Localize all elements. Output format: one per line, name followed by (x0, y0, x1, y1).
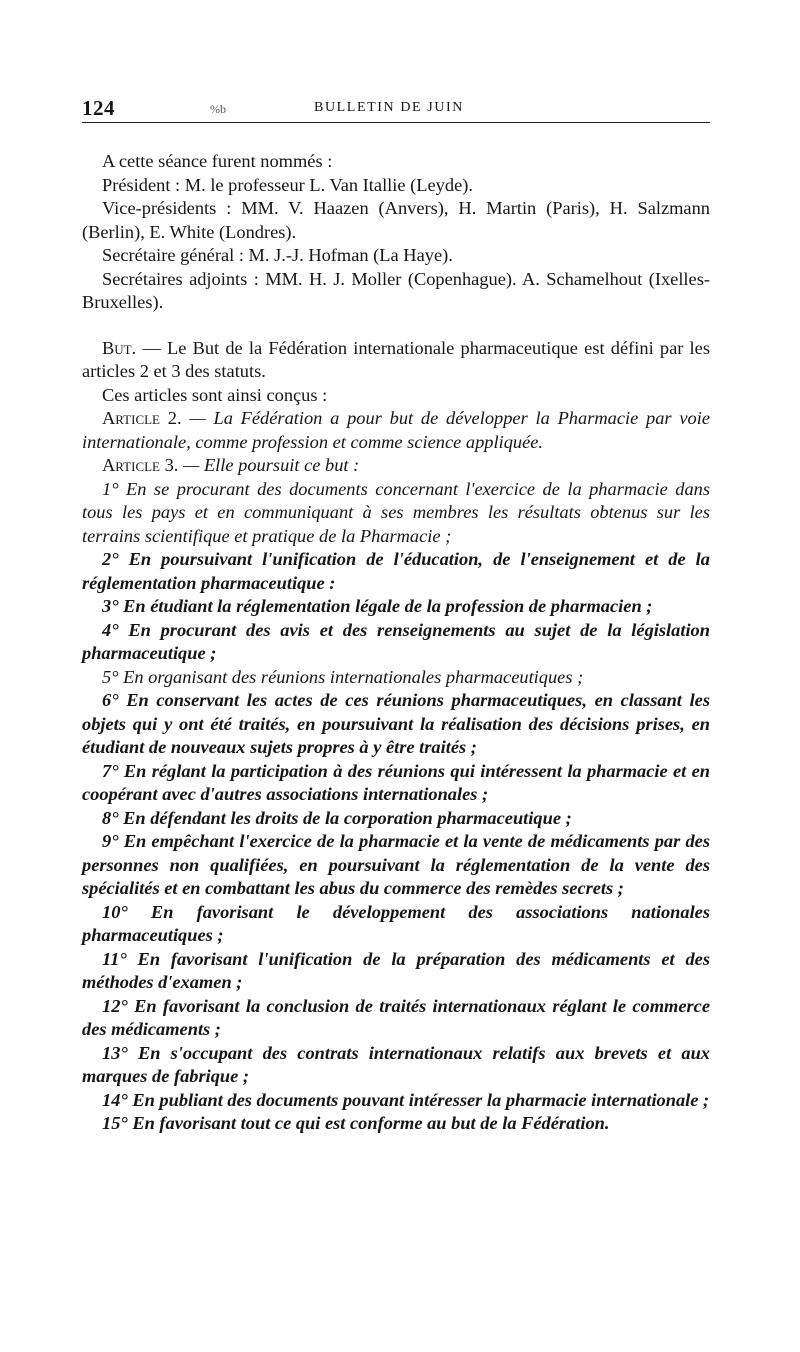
header-rule (82, 122, 710, 123)
article-3-text: — Elle poursuit ce but : (183, 455, 360, 475)
adjoints-names: MM. H. J. Moller (Copenhague). A. Schamelhout (Ixelles-Bruxelles). (82, 268, 710, 312)
list-item: 14° En publiant des documents pouvant intéresser la pharmacie internationale ; (102, 1089, 710, 1110)
article-3-label: Article 3. (102, 455, 179, 475)
adjoints-line (82, 268, 710, 315)
adjoints-label: Secrétaires adjoints : (102, 268, 259, 289)
list-item: 13° En s'occupant des contrats internationaux relatifs aux brevets et aux marques de fabrique ; (82, 1042, 710, 1086)
list-item: 1° En se procurant des documents concernant l'exercice de la pharmacie dans tous les pays et en communiquant à ses membres les résultats obtenus sur les terrains scientifique et pratique de la Pharmacie ; (82, 478, 710, 546)
vice-label: Vice-présidents : (102, 198, 232, 218)
list-item: 2° En poursuivant l'unification de l'éducation, de l'enseignement et de la réglementation pharmaceutique : (82, 549, 710, 593)
article-2-text: — La Fédération a pour but de développer la Pharmacie par voie internationale, comme profession et comme science appliquée. (82, 408, 710, 452)
article-2 (82, 407, 710, 454)
president-line (82, 174, 710, 198)
president-label: Président : (102, 174, 181, 195)
secretary-label: Secrétaire général : (102, 245, 244, 265)
article-2-label: Article 2. (102, 408, 182, 428)
list-item: 11° En favorisant l'unification de la préparation des médicaments et des méthodes d'examen ; (82, 948, 710, 992)
running-title: BULLETIN DE JUIN (314, 100, 465, 115)
secretary-line (82, 244, 710, 268)
list-item: 10° En favorisant le développement des associations nationales pharmaceutiques ; (82, 901, 710, 945)
but-paragraph (82, 337, 710, 384)
printer-mark: %b (210, 102, 226, 116)
list-item: 6° En conservant les actes de ces réunions pharmaceutiques, en classant les objets qui y ont été traités, en poursuivant la réalisation des décisions prises, en étudiant de nouveaux sujets propres à y être traités ; (82, 690, 710, 757)
but-text: — Le But de la Fédération internationale pharmaceutique est défini par les articles 2 et 3 des statuts. (82, 337, 710, 381)
vice-presidents-line (82, 197, 710, 244)
article-3 (82, 454, 710, 478)
secretary-name: M. J.-J. Hofman (La Haye). (248, 245, 453, 265)
but-label: But. (102, 337, 137, 358)
officers-intro: A cette séance furent nommés : (102, 151, 333, 171)
list-item: 4° En procurant des avis et des renseignements au sujet de la législation pharmaceutique ; (82, 619, 710, 663)
list-item: 15° En favorisant tout ce qui est conforme au but de la Fédération. (102, 1113, 610, 1133)
list-item: 3° En étudiant la réglementation légale de la profession de pharmacien ; (102, 596, 653, 616)
list-item: 8° En défendant les droits de la corporation pharmaceutique ; (102, 807, 572, 828)
articles-intro: Ces articles sont ainsi conçus : (102, 384, 328, 405)
president-name: M. le professeur L. Van Itallie (Leyde). (184, 174, 473, 195)
list-item: 5° En organisant des réunions internationales pharmaceutiques ; (102, 666, 584, 687)
page-number: 124 (82, 96, 115, 120)
page-body (82, 150, 710, 1136)
vice-names: MM. V. Haazen (Anvers), H. Martin (Paris), H. Salzmann (Berlin), E. White (Londres). (82, 198, 710, 242)
page-header (82, 96, 710, 126)
list-item: 7° En réglant la participation à des réunions qui intéressent la pharmacie et en coopérant avec d'autres associations internationales ; (82, 760, 710, 804)
list-item: 9° En empêchant l'exercice de la pharmacie et la vente de médicaments par des personnes non qualifiées, en poursuivant la réglementation de la vente des spécialités et en combattant les abus du commerce des remèdes secrets ; (82, 831, 710, 898)
list-item: 12° En favorisant la conclusion de traités internationaux réglant le commerce des médicaments ; (82, 995, 710, 1039)
